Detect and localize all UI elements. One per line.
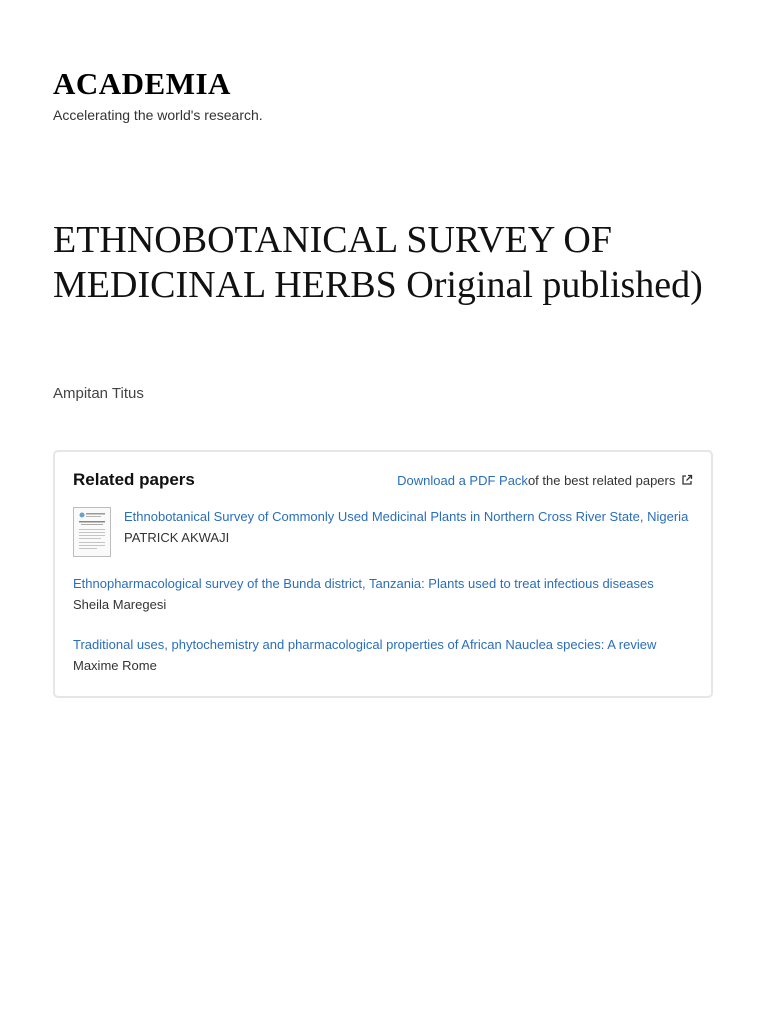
- related-paper-author: Maxime Rome: [73, 658, 157, 673]
- related-paper-title-link[interactable]: Ethnobotanical Survey of Commonly Used Medicinal Plants in Northern Cross River State, Nigeria: [124, 509, 689, 524]
- related-paper-title-link[interactable]: Traditional uses, phytochemistry and pharmacological properties of African Nauclea species: A review: [73, 637, 657, 652]
- related-papers-heading: Related papers: [73, 470, 195, 489]
- pdf-pack-suffix: of the best related papers: [527, 473, 676, 488]
- related-papers-card: [53, 450, 713, 698]
- download-pdf-pack-link[interactable]: Download a PDF Pack: [397, 473, 528, 488]
- document-title: ETHNOBOTANICAL SURVEY OF MEDICINAL HERBS Original published): [53, 219, 703, 306]
- related-paper-title-link[interactable]: Ethnopharmacological survey of the Bunda district, Tanzania: Plants used to treat infectious diseases: [73, 576, 654, 591]
- academia-logo[interactable]: ACADEMIA: [53, 66, 231, 101]
- document-preview-icon: [74, 508, 110, 556]
- external-link-icon[interactable]: [681, 474, 693, 486]
- related-paper-author: PATRICK AKWAJI: [124, 530, 230, 545]
- related-paper-author: Sheila Maregesi: [73, 597, 167, 612]
- document-author: Ampitan Titus: [53, 385, 144, 402]
- tagline: Accelerating the world's research.: [53, 107, 263, 123]
- related-paper-item: [73, 507, 693, 561]
- related-paper-item: [73, 636, 693, 675]
- related-papers-header: [73, 469, 693, 491]
- paper-thumbnail[interactable]: [73, 507, 111, 557]
- pdf-pack-line: [397, 472, 693, 490]
- related-paper-item: [73, 575, 693, 614]
- paper-text: [124, 508, 693, 547]
